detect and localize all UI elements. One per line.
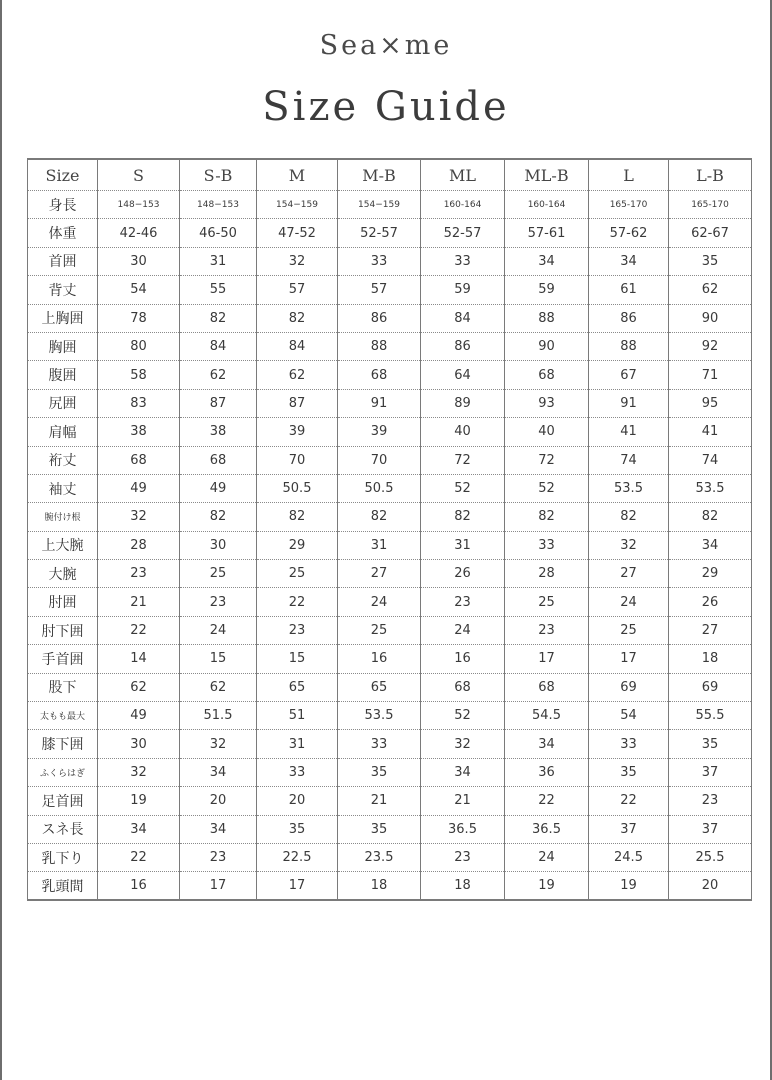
row-label: 裄丈	[28, 446, 98, 474]
table-row	[28, 843, 752, 871]
table-cell: 88	[338, 332, 421, 360]
table-cell: 22	[589, 787, 669, 815]
table-cell: 21	[421, 787, 505, 815]
table-cell: 88	[589, 332, 669, 360]
table-cell: 24	[505, 843, 589, 871]
table-cell: 19	[98, 787, 180, 815]
table-cell: 62	[180, 361, 257, 389]
table-row	[28, 560, 752, 588]
table-cell: 23	[669, 787, 752, 815]
table-cell: 36.5	[505, 815, 589, 843]
table-cell: 20	[669, 872, 752, 900]
table-cell: 36.5	[421, 815, 505, 843]
table-cell: 62	[669, 276, 752, 304]
table-cell: 52	[421, 702, 505, 730]
table-cell: 90	[505, 332, 589, 360]
table-cell: 71	[669, 361, 752, 389]
table-cell: 24	[180, 616, 257, 644]
table-cell: 90	[669, 304, 752, 332]
table-cell: 88	[505, 304, 589, 332]
table-row	[28, 332, 752, 360]
table-cell: 52-57	[421, 219, 505, 247]
table-row	[28, 616, 752, 644]
table-cell: 52	[421, 474, 505, 502]
table-row	[28, 673, 752, 701]
page-title: Size Guide	[262, 84, 510, 130]
table-cell: 62-67	[669, 219, 752, 247]
table-cell: 62	[257, 361, 338, 389]
table-cell: 21	[338, 787, 421, 815]
table-cell: 68	[421, 673, 505, 701]
table-cell: 17	[257, 872, 338, 900]
table-row	[28, 702, 752, 730]
table-row	[28, 531, 752, 559]
table-cell: 33	[505, 531, 589, 559]
table-cell: 16	[338, 645, 421, 673]
table-cell: 54	[589, 702, 669, 730]
table-cell: 68	[505, 673, 589, 701]
table-cell: 92	[669, 332, 752, 360]
table-cell: 38	[180, 418, 257, 446]
table-row	[28, 645, 752, 673]
table-row	[28, 304, 752, 332]
row-label: 膝下囲	[28, 730, 98, 758]
table-cell: 82	[257, 503, 338, 531]
table-cell: 27	[338, 560, 421, 588]
table-cell: 17	[180, 872, 257, 900]
header-cell-s-b: S-B	[180, 159, 257, 191]
header-cell-l-b: L-B	[669, 159, 752, 191]
table-cell: 52	[505, 474, 589, 502]
frame-left-border	[0, 0, 2, 1080]
table-cell: 68	[180, 446, 257, 474]
table-cell: 24.5	[589, 843, 669, 871]
table-cell: 89	[421, 389, 505, 417]
size-table	[27, 158, 752, 901]
table-cell: 30	[98, 247, 180, 275]
table-cell: 15	[257, 645, 338, 673]
table-cell: 80	[98, 332, 180, 360]
table-row	[28, 815, 752, 843]
row-label: 大腕	[28, 560, 98, 588]
table-cell: 31	[180, 247, 257, 275]
table-cell: 54	[98, 276, 180, 304]
table-cell: 40	[505, 418, 589, 446]
table-cell: 82	[180, 503, 257, 531]
table-cell: 35	[589, 758, 669, 786]
table-row	[28, 418, 752, 446]
table-row	[28, 361, 752, 389]
table-cell: 69	[669, 673, 752, 701]
table-cell: 49	[180, 474, 257, 502]
table-cell: 65	[338, 673, 421, 701]
table-cell: 20	[257, 787, 338, 815]
table-cell: 33	[421, 247, 505, 275]
table-cell: 16	[421, 645, 505, 673]
table-cell: 61	[589, 276, 669, 304]
table-header-row	[28, 159, 752, 191]
header-cell-m: M	[257, 159, 338, 191]
table-cell: 23	[421, 843, 505, 871]
table-cell: 33	[338, 247, 421, 275]
table-cell: 74	[589, 446, 669, 474]
brand-logo-text: Sea×me	[319, 30, 453, 61]
table-cell: 25.5	[669, 843, 752, 871]
table-cell: 91	[338, 389, 421, 417]
table-cell: 62	[180, 673, 257, 701]
table-cell: 23	[257, 616, 338, 644]
table-cell: 16	[98, 872, 180, 900]
table-cell: 160-164	[421, 191, 505, 219]
table-row	[28, 588, 752, 616]
table-cell: 32	[257, 247, 338, 275]
table-cell: 57	[338, 276, 421, 304]
table-cell: 29	[257, 531, 338, 559]
row-label: 乳下り	[28, 843, 98, 871]
table-cell: 55	[180, 276, 257, 304]
table-row	[28, 730, 752, 758]
table-cell: 93	[505, 389, 589, 417]
table-cell: 62	[98, 673, 180, 701]
table-cell: 17	[505, 645, 589, 673]
table-cell: 30	[180, 531, 257, 559]
table-cell: 41	[589, 418, 669, 446]
table-cell: 29	[669, 560, 752, 588]
row-label: 上大腕	[28, 531, 98, 559]
row-label: 腹囲	[28, 361, 98, 389]
table-cell: 57-62	[589, 219, 669, 247]
table-cell: 26	[421, 560, 505, 588]
row-label: ふくらはぎ	[28, 758, 98, 786]
table-cell: 68	[338, 361, 421, 389]
row-label: 首囲	[28, 247, 98, 275]
table-body	[28, 191, 752, 901]
table-row	[28, 389, 752, 417]
table-cell: 24	[338, 588, 421, 616]
table-cell: 22	[505, 787, 589, 815]
table-cell: 53.5	[589, 474, 669, 502]
table-cell: 33	[338, 730, 421, 758]
table-cell: 82	[421, 503, 505, 531]
header-cell-l: L	[589, 159, 669, 191]
table-cell: 37	[589, 815, 669, 843]
table-cell: 31	[338, 531, 421, 559]
table-cell: 57-61	[505, 219, 589, 247]
table-cell: 35	[257, 815, 338, 843]
table-cell: 32	[421, 730, 505, 758]
table-cell: 67	[589, 361, 669, 389]
table-cell: 31	[421, 531, 505, 559]
table-cell: 72	[505, 446, 589, 474]
table-cell: 74	[669, 446, 752, 474]
table-cell: 22	[98, 616, 180, 644]
table-cell: 32	[98, 503, 180, 531]
table-cell: 68	[98, 446, 180, 474]
row-label: 袖丈	[28, 474, 98, 502]
table-cell: 86	[589, 304, 669, 332]
table-cell: 24	[589, 588, 669, 616]
table-cell: 68	[505, 361, 589, 389]
table-row	[28, 219, 752, 247]
table-cell: 160-164	[505, 191, 589, 219]
table-cell: 34	[98, 815, 180, 843]
table-cell: 49	[98, 474, 180, 502]
table-cell: 64	[421, 361, 505, 389]
table-cell: 59	[421, 276, 505, 304]
table-cell: 84	[257, 332, 338, 360]
table-cell: 22	[98, 843, 180, 871]
table-cell: 34	[589, 247, 669, 275]
table-cell: 70	[338, 446, 421, 474]
row-label: 股下	[28, 673, 98, 701]
table-cell: 82	[589, 503, 669, 531]
table-cell: 69	[589, 673, 669, 701]
table-cell: 53.5	[338, 702, 421, 730]
table-cell: 26	[669, 588, 752, 616]
table-row	[28, 247, 752, 275]
table-cell: 39	[257, 418, 338, 446]
table-cell: 82	[669, 503, 752, 531]
table-cell: 34	[180, 758, 257, 786]
row-label: 上胸囲	[28, 304, 98, 332]
table-cell: 22	[257, 588, 338, 616]
table-cell: 154−159	[338, 191, 421, 219]
row-label: 肩幅	[28, 418, 98, 446]
table-row	[28, 503, 752, 531]
table-cell: 57	[257, 276, 338, 304]
table-cell: 34	[505, 730, 589, 758]
table-cell: 46-50	[180, 219, 257, 247]
table-cell: 95	[669, 389, 752, 417]
table-cell: 17	[589, 645, 669, 673]
table-cell: 18	[421, 872, 505, 900]
row-label: 胸囲	[28, 332, 98, 360]
table-cell: 38	[98, 418, 180, 446]
table-cell: 34	[669, 531, 752, 559]
table-cell: 165-170	[589, 191, 669, 219]
row-label: スネ長	[28, 815, 98, 843]
table-cell: 35	[669, 730, 752, 758]
table-row	[28, 276, 752, 304]
row-label: 乳頭間	[28, 872, 98, 900]
table-cell: 54.5	[505, 702, 589, 730]
table-cell: 86	[338, 304, 421, 332]
table-cell: 23	[421, 588, 505, 616]
table-cell: 91	[589, 389, 669, 417]
table-cell: 35	[338, 758, 421, 786]
table-cell: 87	[180, 389, 257, 417]
table-cell: 32	[589, 531, 669, 559]
table-cell: 40	[421, 418, 505, 446]
table-cell: 51.5	[180, 702, 257, 730]
table-cell: 42-46	[98, 219, 180, 247]
table-row	[28, 787, 752, 815]
header-cell-s: S	[98, 159, 180, 191]
table-cell: 148−153	[98, 191, 180, 219]
table-cell: 28	[98, 531, 180, 559]
table-cell: 33	[257, 758, 338, 786]
table-cell: 27	[589, 560, 669, 588]
table-cell: 32	[180, 730, 257, 758]
row-label: 身長	[28, 191, 98, 219]
header-cell-m-b: M-B	[338, 159, 421, 191]
table-cell: 165-170	[669, 191, 752, 219]
table-cell: 19	[589, 872, 669, 900]
table-cell: 33	[589, 730, 669, 758]
table-row	[28, 872, 752, 900]
header-cell-ml-b: ML-B	[505, 159, 589, 191]
table-cell: 154−159	[257, 191, 338, 219]
table-cell: 22.5	[257, 843, 338, 871]
table-cell: 31	[257, 730, 338, 758]
table-row	[28, 191, 752, 219]
row-label: 肘下囲	[28, 616, 98, 644]
table-cell: 30	[98, 730, 180, 758]
row-label: 背丈	[28, 276, 98, 304]
table-row	[28, 474, 752, 502]
row-label: 尻囲	[28, 389, 98, 417]
row-label: 体重	[28, 219, 98, 247]
table-cell: 14	[98, 645, 180, 673]
table-cell: 83	[98, 389, 180, 417]
table-cell: 50.5	[338, 474, 421, 502]
table-cell: 82	[180, 304, 257, 332]
table-cell: 37	[669, 815, 752, 843]
table-cell: 23	[505, 616, 589, 644]
header-cell-size: Size	[28, 159, 98, 191]
table-cell: 87	[257, 389, 338, 417]
table-cell: 70	[257, 446, 338, 474]
table-cell: 23	[98, 560, 180, 588]
row-label: 腕付け根	[28, 503, 98, 531]
table-cell: 19	[505, 872, 589, 900]
table-cell: 53.5	[669, 474, 752, 502]
table-cell: 47-52	[257, 219, 338, 247]
table-cell: 23.5	[338, 843, 421, 871]
row-label: 足首囲	[28, 787, 98, 815]
table-cell: 28	[505, 560, 589, 588]
table-cell: 25	[589, 616, 669, 644]
table-cell: 84	[421, 304, 505, 332]
table-cell: 82	[257, 304, 338, 332]
table-cell: 52-57	[338, 219, 421, 247]
table-cell: 37	[669, 758, 752, 786]
table-cell: 86	[421, 332, 505, 360]
table-cell: 23	[180, 588, 257, 616]
table-cell: 34	[180, 815, 257, 843]
table-cell: 84	[180, 332, 257, 360]
table-cell: 23	[180, 843, 257, 871]
table-cell: 18	[669, 645, 752, 673]
table-cell: 49	[98, 702, 180, 730]
table-cell: 21	[98, 588, 180, 616]
table-cell: 72	[421, 446, 505, 474]
table-cell: 82	[338, 503, 421, 531]
table-row	[28, 758, 752, 786]
table-cell: 59	[505, 276, 589, 304]
table-cell: 35	[669, 247, 752, 275]
table-cell: 25	[338, 616, 421, 644]
table-cell: 41	[669, 418, 752, 446]
table-cell: 82	[505, 503, 589, 531]
table-row	[28, 446, 752, 474]
table-cell: 55.5	[669, 702, 752, 730]
table-cell: 34	[505, 247, 589, 275]
table-cell: 25	[257, 560, 338, 588]
table-cell: 65	[257, 673, 338, 701]
table-cell: 18	[338, 872, 421, 900]
table-cell: 78	[98, 304, 180, 332]
table-cell: 25	[505, 588, 589, 616]
table-cell: 34	[421, 758, 505, 786]
table-cell: 32	[98, 758, 180, 786]
table-cell: 50.5	[257, 474, 338, 502]
table-cell: 25	[180, 560, 257, 588]
table-cell: 24	[421, 616, 505, 644]
table-cell: 58	[98, 361, 180, 389]
table-cell: 15	[180, 645, 257, 673]
table-cell: 20	[180, 787, 257, 815]
row-label: 肘囲	[28, 588, 98, 616]
table-cell: 39	[338, 418, 421, 446]
table-cell: 36	[505, 758, 589, 786]
row-label: 手首囲	[28, 645, 98, 673]
table-cell: 51	[257, 702, 338, 730]
table-cell: 35	[338, 815, 421, 843]
header-cell-ml: ML	[421, 159, 505, 191]
table-cell: 27	[669, 616, 752, 644]
table-cell: 148−153	[180, 191, 257, 219]
row-label: 太もも最大	[28, 702, 98, 730]
